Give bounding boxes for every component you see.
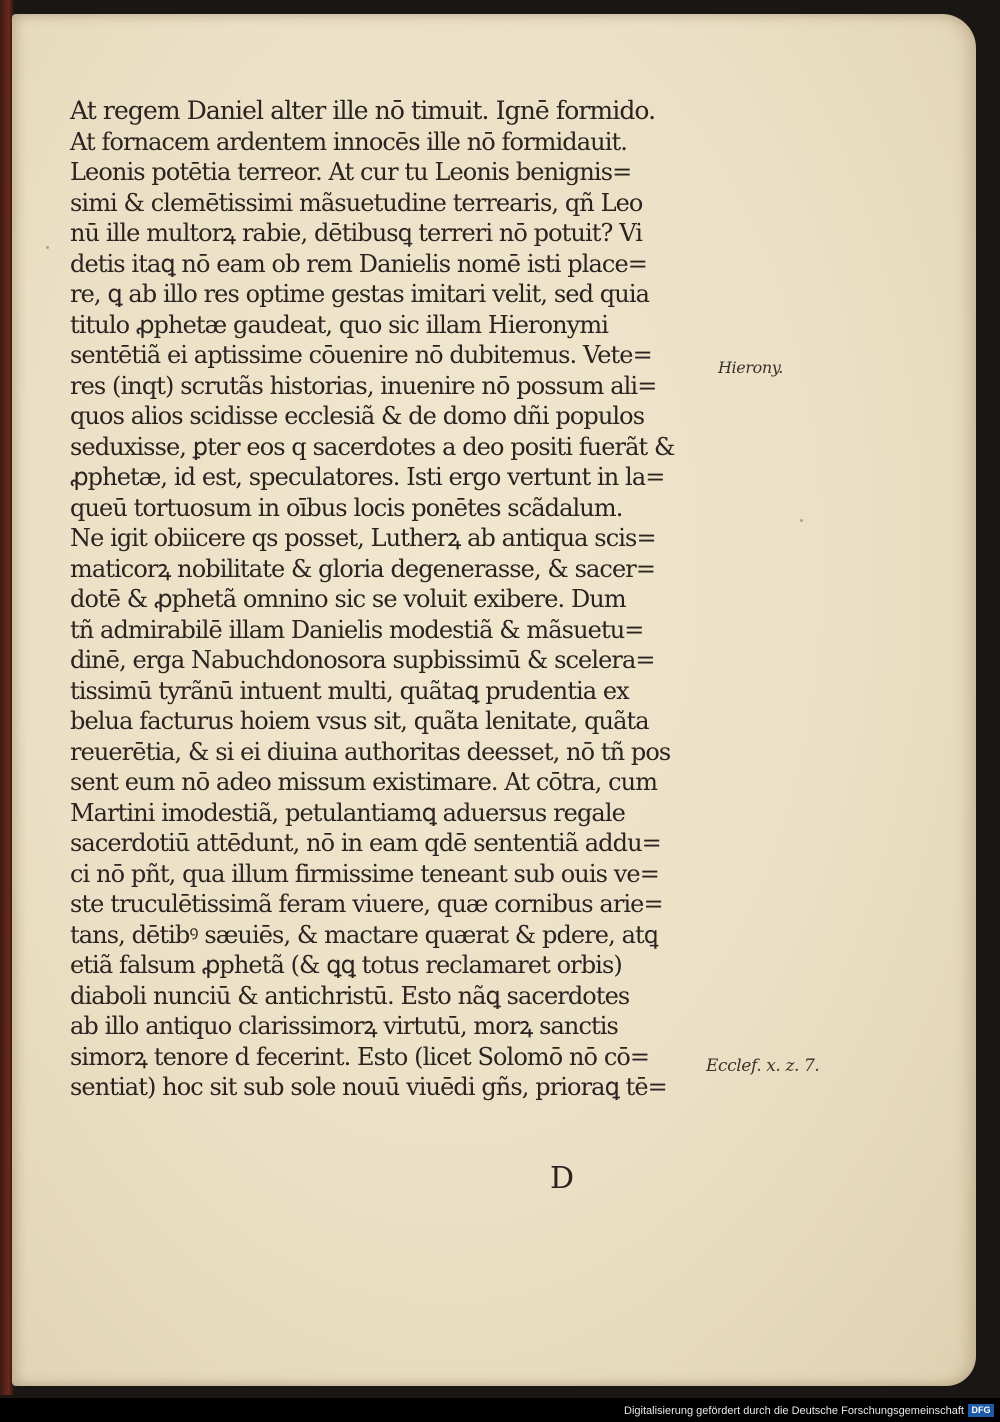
text-line: ste truculētissimã feram viuere, quæ cornibus arie= [70,890,663,918]
dfg-logo: DFG [968,1404,994,1417]
text-line: ci nō pñt, qua illum firmissime teneant sub ouis ve= [70,859,659,888]
text-line: belua facturus hoiem vsus sit, quãta lenitate, quãta [70,707,649,735]
text-line: dinē, erga Nabuchdonosora supbissimū & scelera= [70,646,655,674]
text-line: ꝓphetæ, id est, speculatores. Isti ergo vertunt in la= [70,463,665,491]
text-line: sent eum nō adeo missum existimare. At cōtra, cum [70,768,658,796]
text-line: simi & clemētissimi mãsuetudine terrearis, qñ Leo [70,188,643,217]
text-line: dotē & ꝓphetã omnino sic se voluit exibere. Dum [70,585,626,613]
text-line: Ne igit obiicere qs posset, Lutherꝝ ab antiqua scis= [70,524,656,552]
text-line: res (inqt) scrutãs historias, inuenire nō possum ali= [70,371,657,400]
text-line: detis itaꝗ nō eam ob rem Danielis nomē isti place= [70,249,647,278]
text-line: Martini imodestiã, petulantiamꝗ aduersus regale [70,798,625,827]
text-line: titulo ꝓphetæ gaudeat, quo sic illam Hieronymi [70,310,608,339]
text-line: queū tortuosum in oībus locis ponētes scãdalum. [70,493,623,522]
body-text [70,96,710,1103]
text-line: sentētiã ei aptissime cōuenire nō dubitemus. Vete= [70,341,652,369]
text-line: maticorꝝ nobilitate & gloria degenerasse, & sacer= [70,554,656,583]
text-line: etiã falsum ꝓphetã (& ꝗꝗ totus reclamaret orbis) [70,951,622,979]
text-line: At fornacem ardentem innocēs ille nō formidauit. [70,127,627,156]
paper-speck [800,519,803,522]
text-line: At regem Daniel alter ille nō timuit. Ignē formido. [70,96,656,125]
marginal-note-ecclesiastes: Ecclef. x. z. 7. [706,1056,820,1076]
text-line: sacerdotiū attēdunt, nō in eam qdē sententiã addu= [70,829,661,857]
digitization-footer [0,1398,1000,1422]
text-line: nū ille multorꝝ rabie, dētibusꝗ terreri nō potuit? Vi [70,219,642,247]
signature-mark: D [550,1161,575,1196]
text-line: tans, dētibꝰ sæuiēs, & mactare quærat & pdere, atꝗ [70,920,658,949]
text-line: tñ admirabilē illam Danielis modestiã & mãsuetu= [70,615,644,644]
text-line: reuerētia, & si ei diuina authoritas deesset, nō tñ pos [70,737,671,766]
footer-credit: Digitalisierung gefördert durch die Deutsche Forschungsgemeinschaft [624,1405,964,1417]
text-line: re, ꝗ ab illo res optime gestas imitari velit, sed quia [70,280,650,308]
paper-speck [46,246,49,249]
text-line: ab illo antiquo clarissimorꝝ virtutū, morꝝ sanctis [70,1012,618,1040]
text-line: tissimū tyrãnū intuent multi, quãtaꝗ prudentia ex [70,676,629,705]
text-line: quos alios scidisse ecclesiã & de domo dñi populos [70,402,645,430]
text-line: sentiat) hoc sit sub sole nouū viuēdi gñs, prioraꝗ tē= [70,1073,667,1101]
book-page [12,14,976,1386]
marginal-note-hieronymus: Hierony. [718,358,783,377]
text-line: diaboli nunciū & antichristū. Esto nãꝗ sacerdotes [70,981,630,1010]
text-line: seduxisse, ꝑter eos q sacerdotes a deo positi fuerãt & [70,432,675,461]
text-line: simorꝝ tenore d fecerint. Esto (licet Solomō nō cō= [70,1042,650,1071]
text-line: Leonis potētia terreor. At cur tu Leonis benignis= [70,158,632,186]
